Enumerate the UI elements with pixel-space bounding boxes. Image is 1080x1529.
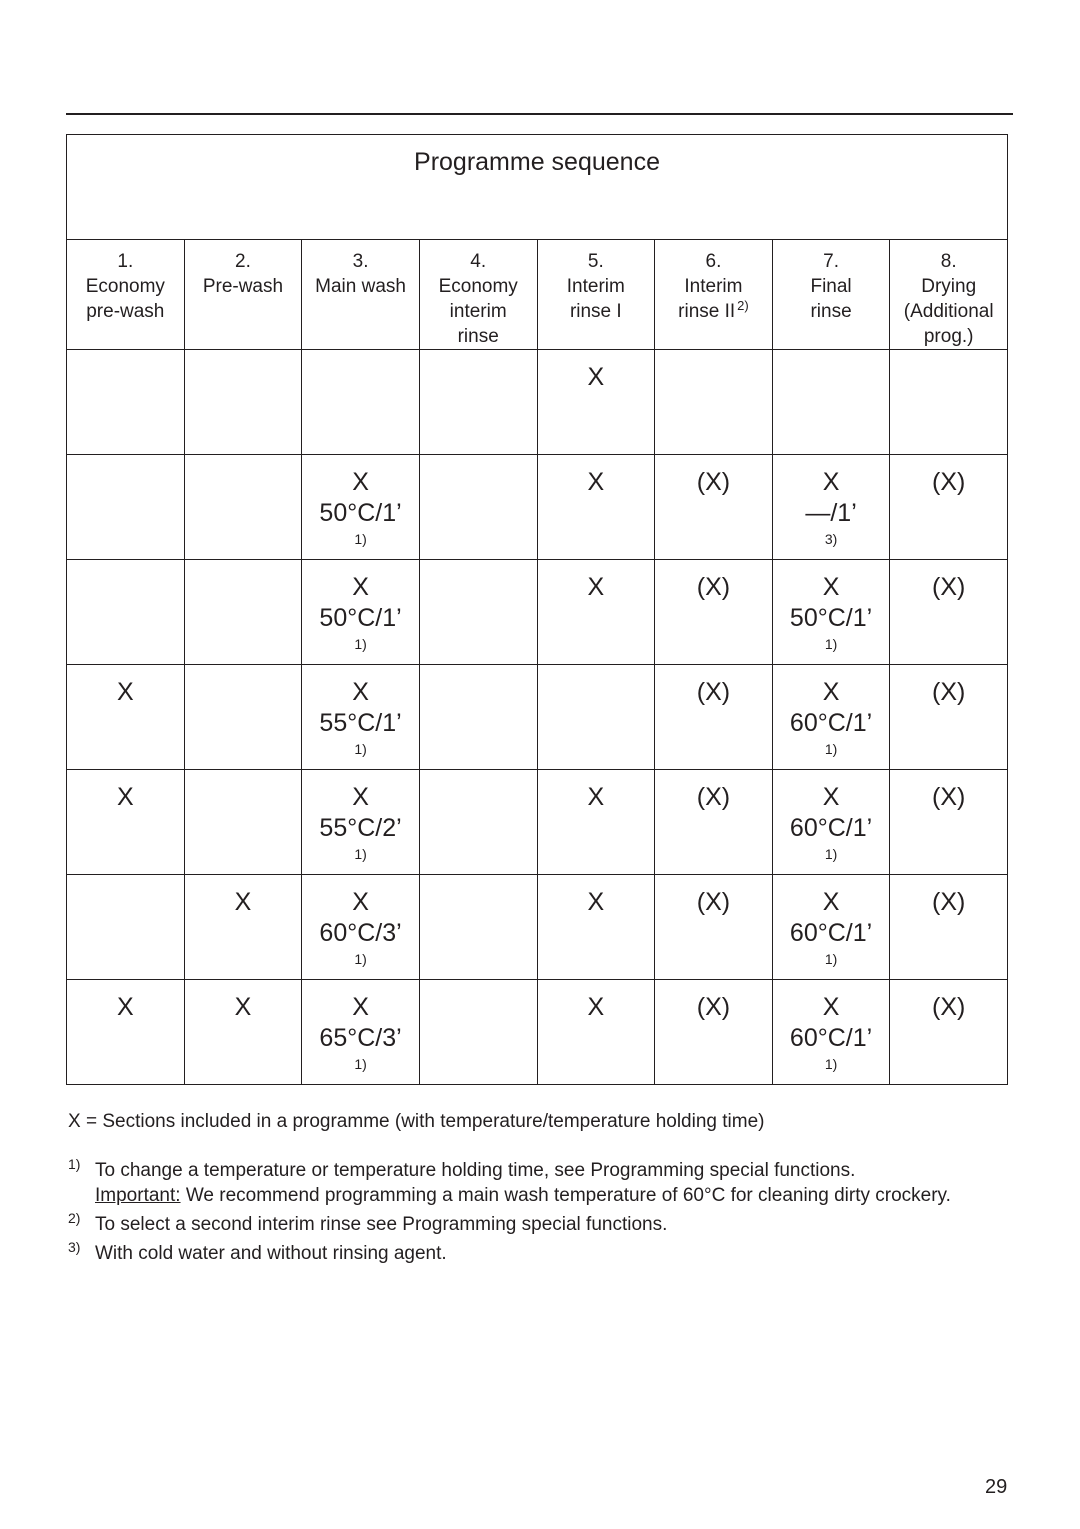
column-label-text: rinse (457, 326, 499, 347)
programme-sequence-table (66, 134, 1008, 1085)
column-label-text: Economy (85, 276, 165, 297)
table-cell (184, 455, 302, 560)
section-mark: X (352, 468, 369, 496)
table-title: Programme sequence (414, 148, 660, 176)
section-mark: X (587, 993, 605, 1021)
table-cell (419, 875, 537, 980)
column-label-line (420, 324, 537, 349)
column-label-text: rinse (810, 301, 852, 322)
section-mark: X (116, 678, 134, 706)
column-label-line (890, 274, 1007, 299)
column-label-text: prog.) (923, 326, 974, 347)
table-cell (419, 665, 537, 770)
column-header-5 (537, 240, 655, 350)
section-mark: X (587, 783, 605, 811)
column-label-line (420, 299, 537, 324)
footnote-ref: 1) (824, 741, 838, 757)
footnote-1 (68, 1158, 968, 1208)
section-mark: X (587, 573, 605, 601)
table-cell (67, 665, 185, 770)
section-mark: X (822, 993, 840, 1021)
table-cell (302, 980, 420, 1085)
section-mark: (X) (696, 468, 731, 496)
section-mark: X (116, 783, 134, 811)
table-cell (302, 665, 420, 770)
footnote-ref: 1) (354, 1056, 367, 1072)
footnote-ref: 1) (354, 846, 367, 862)
temperature-time: 60°C/1’ (789, 814, 873, 842)
table-cell (890, 350, 1008, 455)
table-cell (419, 980, 537, 1085)
footnote-ref: 1) (354, 531, 367, 547)
section-mark: X (234, 888, 252, 916)
column-label-line (890, 299, 1007, 324)
section-mark: (X) (932, 468, 966, 496)
table-cell (655, 770, 773, 875)
column-label-line (655, 299, 772, 324)
column-label-text: Pre-wash (202, 276, 284, 297)
column-label-line (773, 299, 890, 324)
table-cell (67, 770, 185, 875)
table-cell (419, 350, 537, 455)
footnote-3 (68, 1241, 968, 1266)
section-mark: X (352, 888, 369, 916)
column-header-2 (184, 240, 302, 350)
section-mark: X (587, 888, 605, 916)
programme-row (67, 455, 1008, 560)
footnote-ref: 1) (824, 1056, 838, 1072)
table-cell (655, 455, 773, 560)
footnote-1-important-label: Important: (95, 1185, 181, 1206)
footnote-1-text: To change a temperature or temperature holding time, see Programming special functions. (95, 1160, 856, 1181)
table-cell (890, 560, 1008, 665)
table-cell (419, 770, 537, 875)
footnote-ref: 1) (354, 636, 367, 652)
footnote-2 (68, 1212, 968, 1237)
column-label-line (773, 274, 890, 299)
table-cell (184, 770, 302, 875)
section-mark: X (587, 468, 605, 496)
column-header-7 (772, 240, 890, 350)
section-mark: (X) (932, 678, 966, 706)
column-label-line (302, 274, 419, 299)
footnote-ref: 1) (354, 951, 367, 967)
table-cell (537, 350, 655, 455)
column-label-text: Economy (438, 276, 518, 297)
table-cell (67, 980, 185, 1085)
table-cell (537, 875, 655, 980)
programme-row (67, 560, 1008, 665)
table-cell (419, 455, 537, 560)
section-mark: X (352, 678, 369, 706)
table-cell (302, 770, 420, 875)
programme-row (67, 770, 1008, 875)
temperature-time: 60°C/3’ (319, 919, 402, 947)
column-label-text: Main wash (315, 276, 406, 297)
section-mark: (X) (696, 783, 731, 811)
table-cell (537, 980, 655, 1085)
footnote-2-text: To select a second interim rinse see Programming special functions. (95, 1214, 668, 1235)
table-cell (655, 875, 773, 980)
temperature-time: 65°C/3’ (319, 1024, 402, 1052)
section-mark: X (352, 993, 369, 1021)
column-label-text: rinse II (678, 301, 736, 322)
top-rule (66, 113, 1013, 115)
table-cell (772, 770, 890, 875)
page-number: 29 (985, 1476, 1008, 1498)
table-cell (772, 455, 890, 560)
section-mark: X (116, 993, 134, 1021)
section-mark: (X) (696, 678, 731, 706)
footnotes (68, 1158, 968, 1270)
table-cell (184, 560, 302, 665)
table-cell (537, 665, 655, 770)
table-cell (537, 770, 655, 875)
footnote-3-marker: 3) (68, 1239, 81, 1255)
column-label-text: Interim (566, 276, 625, 297)
column-label-line (538, 274, 655, 299)
section-mark: (X) (932, 993, 966, 1021)
column-label-line (890, 324, 1007, 349)
section-mark: X (352, 783, 369, 811)
table-cell (655, 560, 773, 665)
section-mark: (X) (696, 888, 731, 916)
section-mark: X (822, 678, 840, 706)
programme-row (67, 350, 1008, 455)
table-cell (537, 560, 655, 665)
column-number: 7. (823, 251, 839, 272)
table-cell (537, 455, 655, 560)
temperature-time: 50°C/1’ (319, 499, 402, 527)
footnote-ref: 1) (824, 951, 838, 967)
section-mark: (X) (932, 783, 966, 811)
column-header-1 (67, 240, 185, 350)
section-mark: X (352, 573, 369, 601)
table-cell (772, 665, 890, 770)
temperature-time: —/1’ (805, 499, 857, 527)
table-cell (890, 455, 1008, 560)
table-cell (772, 875, 890, 980)
table-cell (302, 560, 420, 665)
footnote-ref: 1) (824, 636, 838, 652)
table-cell (67, 455, 185, 560)
column-label-line (185, 274, 302, 299)
table-cell (184, 980, 302, 1085)
column-label-text: interim (449, 301, 507, 322)
temperature-time: 55°C/1’ (319, 709, 402, 737)
footnote-3-text: With cold water and without rinsing agent. (95, 1243, 447, 1264)
column-number: 2. (235, 251, 251, 272)
table-cell (67, 560, 185, 665)
table-cell (67, 875, 185, 980)
table-cell (772, 560, 890, 665)
table-cell (655, 980, 773, 1085)
temperature-time: 50°C/1’ (319, 604, 402, 632)
column-label-text: (Additional (903, 301, 994, 322)
column-header-6 (655, 240, 773, 350)
column-number: 8. (940, 251, 957, 272)
footnote-1-important-text: We recommend programming a main wash temperature of 60°C for cleaning dirty crockery. (180, 1185, 951, 1206)
table-cell (302, 455, 420, 560)
footnote-ref: 1) (354, 741, 367, 757)
table-cell (302, 350, 420, 455)
column-label-text: Drying (921, 276, 977, 297)
table-cell (772, 980, 890, 1085)
section-mark: (X) (696, 573, 731, 601)
temperature-time: 50°C/1’ (789, 604, 873, 632)
table-cell (67, 350, 185, 455)
table-title-cell (67, 135, 1008, 240)
column-number: 4. (470, 251, 487, 272)
programme-row (67, 980, 1008, 1085)
table-cell (772, 350, 890, 455)
column-number: 5. (587, 251, 604, 272)
footnote-ref: 2) (737, 297, 749, 313)
table-cell (302, 875, 420, 980)
column-header-3 (302, 240, 420, 350)
section-mark: X (822, 888, 840, 916)
section-mark: (X) (932, 573, 966, 601)
section-mark: X (822, 573, 840, 601)
temperature-time: 60°C/1’ (789, 709, 873, 737)
column-header-8 (890, 240, 1008, 350)
table-cell (890, 875, 1008, 980)
temperature-time: 55°C/2’ (319, 814, 402, 842)
column-label-line (67, 299, 184, 324)
column-label-line (420, 274, 537, 299)
column-number: 1. (117, 251, 134, 272)
footnote-ref: 1) (824, 846, 838, 862)
section-mark: X (234, 993, 252, 1021)
footnote-2-marker: 2) (68, 1210, 81, 1226)
column-number: 6. (705, 251, 722, 272)
column-header-4 (419, 240, 537, 350)
temperature-time: 60°C/1’ (789, 919, 873, 947)
column-label-line (67, 274, 184, 299)
table-cell (890, 980, 1008, 1085)
table-cell (419, 560, 537, 665)
footnote-1-marker: 1) (68, 1156, 81, 1172)
table-cell (655, 665, 773, 770)
column-label-text: rinse I (569, 301, 622, 322)
column-label-text: Final (810, 276, 852, 297)
section-mark: X (822, 783, 840, 811)
programme-row (67, 875, 1008, 980)
column-number: 3. (352, 251, 369, 272)
column-label-line (538, 299, 655, 324)
section-mark: (X) (696, 993, 731, 1021)
table-cell (184, 875, 302, 980)
programme-row (67, 665, 1008, 770)
table-cell (890, 770, 1008, 875)
legend-text: X = Sections included in a programme (with temperature/temperature holding time) (68, 1111, 765, 1132)
section-mark: X (587, 363, 605, 391)
section-mark: (X) (932, 888, 966, 916)
header-row (67, 240, 1008, 350)
temperature-time: 60°C/1’ (789, 1024, 873, 1052)
table-cell (184, 350, 302, 455)
table-cell (655, 350, 773, 455)
column-label-text: pre-wash (86, 301, 165, 322)
column-label-line (655, 274, 772, 299)
table-cell (890, 665, 1008, 770)
section-mark: X (822, 468, 840, 496)
column-label-text: Interim (684, 276, 743, 297)
table-cell (184, 665, 302, 770)
footnote-ref: 3) (824, 531, 838, 547)
